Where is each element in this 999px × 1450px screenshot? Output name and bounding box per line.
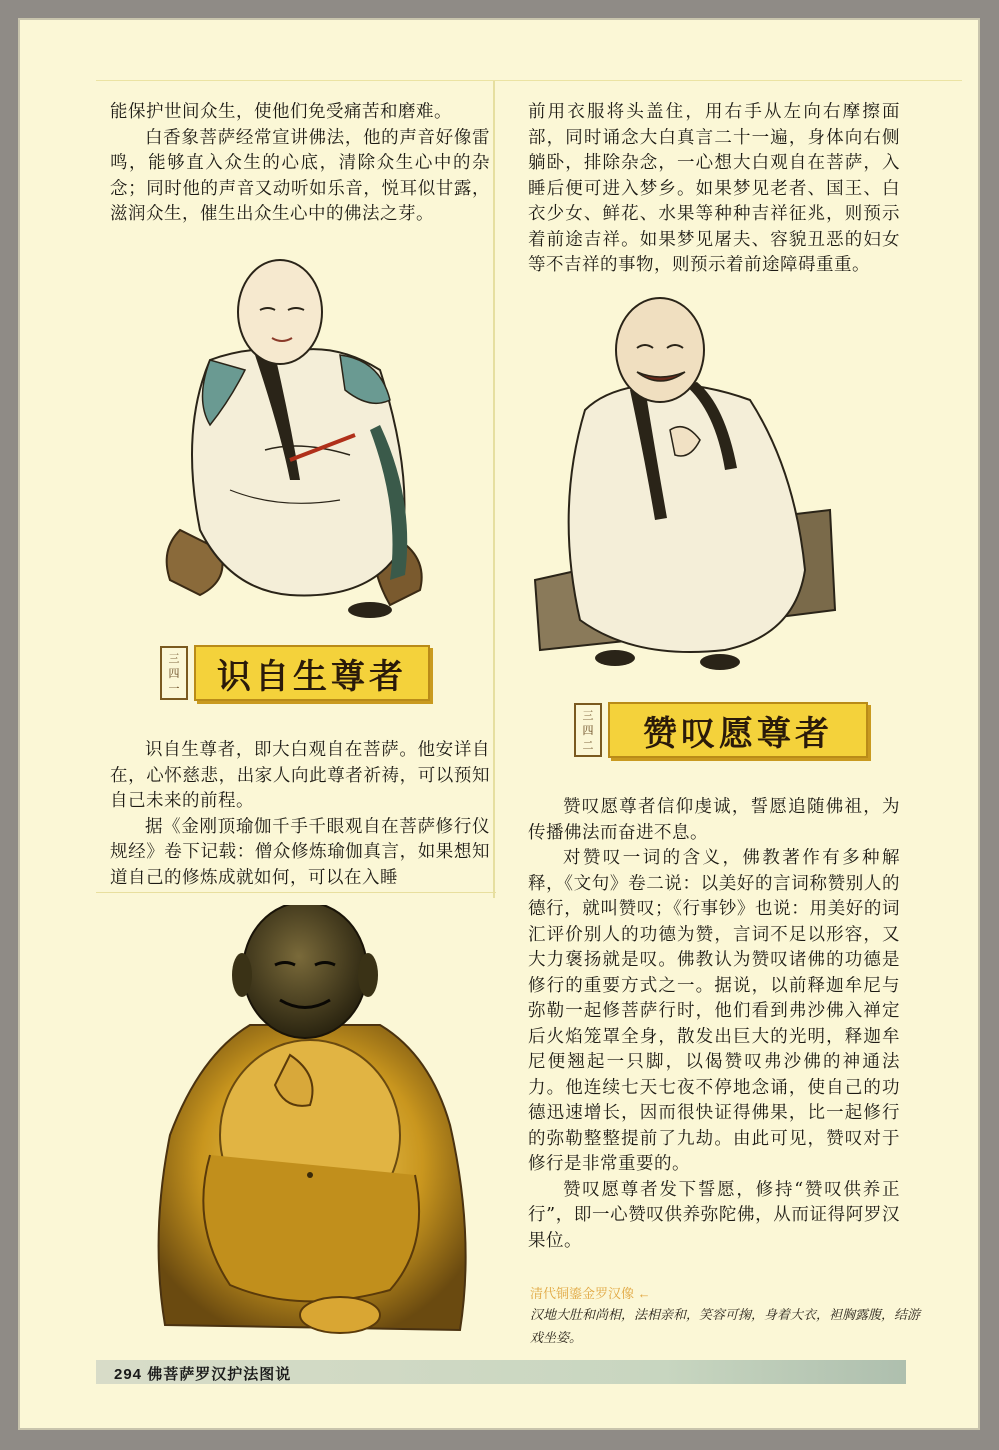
image-caption bbox=[530, 1283, 920, 1350]
paragraph: 前用衣服将头盖住，用右手从左向右摩擦面部，同时诵念大白真言二十一遍，身体向右侧躺卧，排除杂念，一心想大白观自在菩萨，入睡后便可进入梦乡。如果梦见老者、国王、白衣少女、鲜花、水果等种种吉祥征兆，则预示着前途吉祥。如果梦见屠夫、容貌丑恶的妇女等不吉祥的事物，则预示着前途障碍重重。 bbox=[528, 102, 900, 275]
paragraph: 据《金刚顶瑜伽千手千眼观自在菩萨修行仪规经》卷下记载：僧众修炼瑜伽真言，如果想知道自己的修炼成就如何，可以在入睡 bbox=[110, 816, 490, 888]
right-top-text bbox=[528, 100, 900, 279]
page-number-title: 294 佛菩萨罗汉护法图说 bbox=[114, 1366, 292, 1383]
monk-illustration-right bbox=[525, 290, 855, 680]
title-number: 三 四 一 bbox=[160, 646, 188, 700]
title-right bbox=[574, 702, 868, 758]
bronze-arhat-statue bbox=[150, 905, 480, 1345]
section-divider bbox=[96, 892, 496, 893]
title-name: 识自生尊者 bbox=[194, 645, 430, 701]
title-number: 三 四 二 bbox=[574, 703, 602, 757]
title-left bbox=[160, 645, 430, 701]
top-rule bbox=[96, 80, 962, 81]
left-top-text bbox=[110, 100, 490, 228]
paragraph: 能保护世间众生，使他们免受痛苦和磨难。 bbox=[110, 102, 452, 122]
paragraph: 白香象菩萨经常宣讲佛法，他的声音好像雷鸣，能够直入众生的心底，清除众生心中的杂念；同时他的声音又动听如乐音，悦耳似甘露，滋润众生，催生出众生心中的佛法之芽。 bbox=[110, 127, 490, 224]
paragraph: 赞叹愿尊者信仰虔诚，誓愿追随佛祖，为传播佛法而奋进不息。 bbox=[528, 797, 900, 843]
left-bottom-text bbox=[110, 738, 490, 891]
title-name: 赞叹愿尊者 bbox=[608, 702, 868, 758]
column-divider bbox=[493, 80, 495, 898]
right-bottom-text bbox=[528, 795, 900, 1254]
page-footer bbox=[96, 1360, 906, 1384]
caption-title: 清代铜鎏金罗汉像 ← bbox=[530, 1286, 651, 1301]
monk-illustration-left bbox=[140, 250, 460, 630]
paragraph: 识自生尊者，即大白观自在菩萨。他安详自在，心怀慈悲，出家人向此尊者祈祷，可以预知自己未来的前程。 bbox=[110, 740, 490, 811]
caption-text: 汉地大肚和尚相，法相亲和，笑容可掬，身着大衣，袒胸露腹，结游戏坐姿。 bbox=[530, 1308, 921, 1346]
paragraph: 赞叹愿尊者发下誓愿，修持“赞叹供养正行”，即一心赞叹供养弥陀佛，从而证得阿罗汉果位。 bbox=[528, 1179, 900, 1251]
paragraph: 对赞叹一词的含义，佛教著作有多种解释，《文句》卷二说：以美好的言词称赞别人的德行，就叫赞叹；《行事钞》也说：用美好的词汇评价别人的功德为赞，言词不足以形容，又大力褒扬就是叹。佛教认为赞叹诸佛的功德是修行的重要方式之一。据说，以前释迦牟尼与弥勒一起修菩萨行时，他们看到弗沙佛入禅定后火焰笼罩全身，散发出巨大的光明，释迦牟尼便翘起一只脚，以偈赞叹弗沙佛的神通法力。他连续七天七夜不停地念诵，使自己的功德迅速增长，因而很快证得佛果，比一起修行的弥勒整整提前了九劫。由此可见，赞叹对于修行是非常重要的。 bbox=[528, 848, 900, 1174]
